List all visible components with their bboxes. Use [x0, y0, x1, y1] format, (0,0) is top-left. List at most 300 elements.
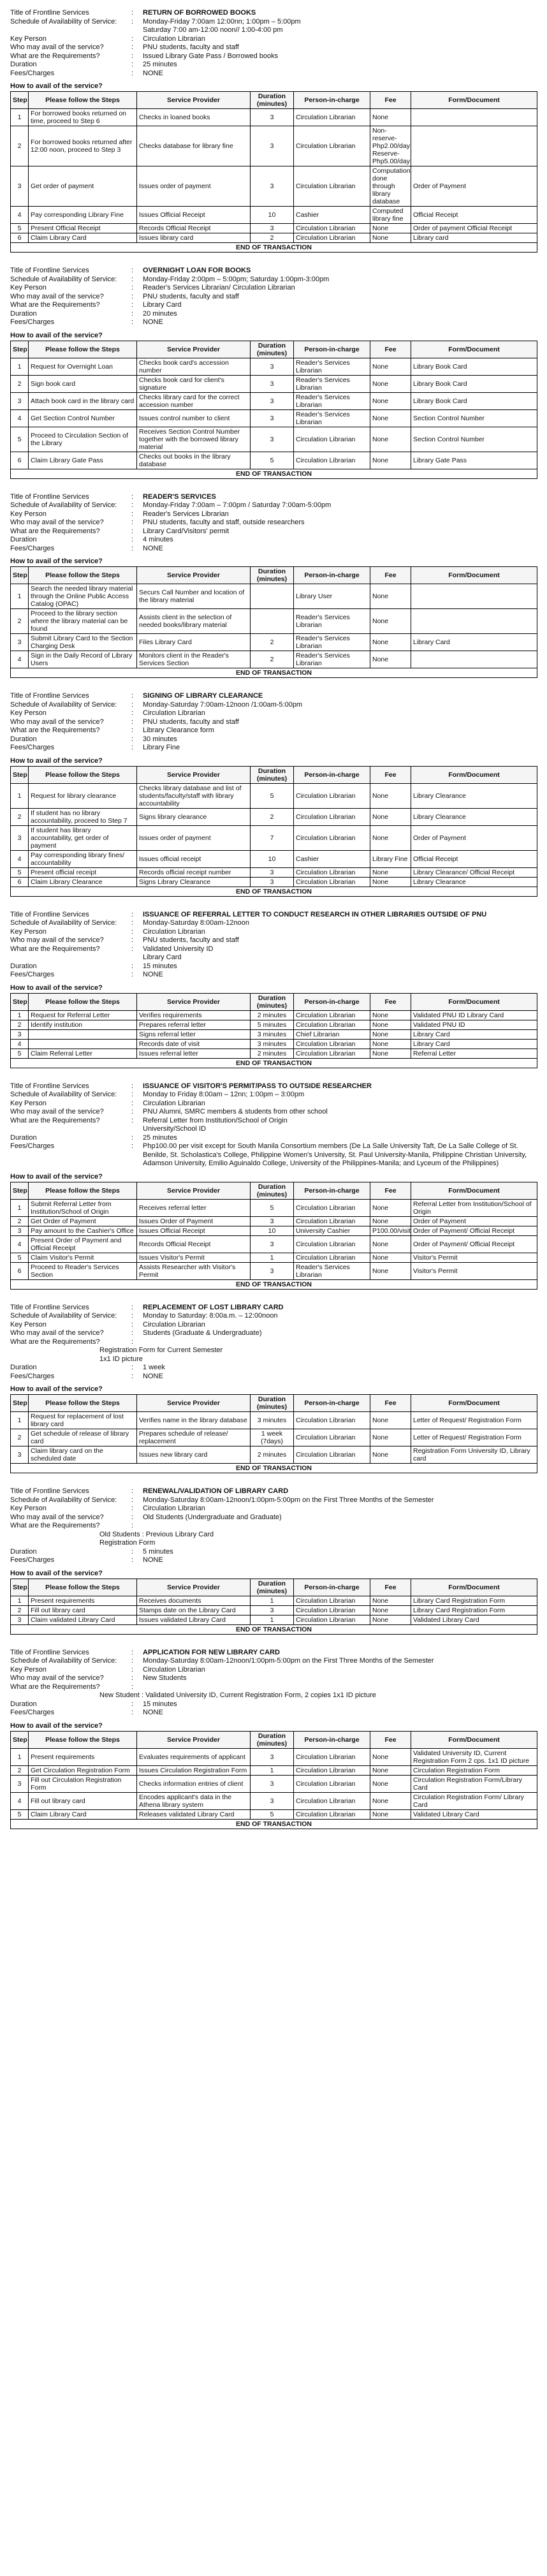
column-header: Service Provider: [137, 341, 251, 358]
table-row: [11, 233, 537, 243]
table-cell: Circulation Librarian: [294, 1605, 370, 1615]
table-row: [11, 584, 537, 609]
info-row: [10, 1522, 537, 1531]
table-cell: Checks library database and list of students/faculty/staff with library accountability: [137, 783, 251, 808]
table-cell: Get order of payment: [29, 166, 137, 207]
table-cell: 10: [251, 1226, 294, 1235]
info-row: [10, 510, 537, 519]
info-colon: :: [131, 52, 134, 60]
info-key: Duration: [10, 1364, 37, 1371]
table-cell: Records Official Receipt: [137, 1235, 251, 1253]
table-cell: 3: [251, 1605, 294, 1615]
info-value: READER'S SERVICES: [143, 492, 216, 501]
table-cell: None: [370, 1615, 411, 1624]
info-key: Title of Frontline Services: [10, 1303, 89, 1311]
table-row: [11, 1199, 537, 1216]
table-cell: Get Section Control Number: [29, 409, 137, 427]
column-header: Person-in-charge: [294, 993, 370, 1010]
table-cell: 5: [251, 452, 294, 469]
column-header: Fee: [370, 1395, 411, 1412]
table-cell: Circulation Librarian: [294, 1748, 370, 1765]
table-cell: Claim Library Card: [29, 1809, 137, 1819]
info-key: Who may avail of the service?: [10, 1674, 104, 1682]
table-cell: Claim Library Card: [29, 233, 137, 243]
column-header: Service Provider: [137, 92, 251, 109]
column-header: Service Provider: [137, 993, 251, 1010]
table-cell: None: [370, 1412, 411, 1429]
info-colon: :: [131, 1648, 134, 1656]
table-row: [11, 1596, 537, 1605]
info-value: Registration Form for Current Semester 1x1 ID picture: [99, 1346, 223, 1363]
table-row: [11, 1010, 537, 1020]
info-colon: :: [131, 718, 134, 726]
table-cell: None: [370, 651, 411, 668]
table-cell: 3: [251, 375, 294, 392]
table-cell: None: [370, 109, 411, 126]
table-cell: Library Card Registration Form: [411, 1605, 537, 1615]
table-cell: 3: [251, 427, 294, 452]
info-value: Reader's Services Librarian: [143, 510, 229, 518]
service-section: [10, 1649, 537, 1829]
info-colon: :: [131, 1142, 134, 1150]
table-cell: If student has no library accountability, proceed to Step 7: [29, 808, 137, 825]
table-cell: Library Book Card: [411, 375, 537, 392]
steps-table: [10, 766, 537, 897]
info-colon: :: [131, 1487, 134, 1495]
info-key: Fees/Charges: [10, 318, 55, 326]
table-cell: 1: [11, 584, 29, 609]
table-row: [11, 1029, 537, 1039]
table-cell: Pay corresponding library fines/ accountability: [29, 850, 137, 867]
info-row: [10, 1091, 537, 1100]
steps-table: [10, 341, 537, 479]
table-cell: Present Official Receipt: [29, 224, 137, 233]
info-value: Circulation Librarian: [143, 34, 205, 43]
info-colon: :: [131, 1091, 134, 1098]
table-cell: None: [370, 1809, 411, 1819]
table-cell: Stamps date on the Library Card: [137, 1605, 251, 1615]
table-cell: Library Gate Pass: [411, 452, 537, 469]
table-cell: For borrowed books returned after 12:00 noon, proceed to Step 3: [29, 126, 137, 166]
table-cell: Present requirements: [29, 1596, 137, 1605]
info-value: [143, 1683, 537, 1692]
info-row: [10, 1304, 537, 1313]
column-header: Duration (minutes): [251, 567, 294, 584]
table-cell: None: [370, 1253, 411, 1262]
table-cell: Reader's Services Librarian: [294, 651, 370, 668]
info-row: [10, 1496, 537, 1505]
table-cell: Letter of Request/ Registration Form: [411, 1429, 537, 1446]
column-header: Step: [11, 993, 29, 1010]
info-value: 1 week: [143, 1364, 165, 1371]
info-key: What are the Requirements?: [10, 726, 100, 734]
table-cell: Proceed to Reader's Services Section: [29, 1262, 137, 1279]
table-cell: Library card: [411, 233, 537, 243]
info-value: PNU students, faculty and staff: [143, 43, 239, 51]
info-colon: :: [131, 1700, 134, 1708]
table-cell: None: [370, 1216, 411, 1226]
table-cell: None: [370, 1596, 411, 1605]
steps-table: [10, 1579, 537, 1635]
info-row: [10, 519, 537, 527]
info-key: Key Person: [10, 1665, 47, 1674]
info-colon: :: [131, 1099, 134, 1107]
info-colon: :: [131, 9, 134, 17]
table-cell: Checks database for library fine: [137, 126, 251, 166]
table-cell: Circulation Registration Form/Library Card: [411, 1775, 537, 1792]
table-row: [11, 1765, 537, 1775]
table-cell: Encodes applicant's data in the Athena library system: [137, 1792, 251, 1809]
table-row: [11, 850, 537, 867]
table-cell: Circulation Librarian: [294, 1253, 370, 1262]
info-colon: :: [131, 1547, 134, 1556]
info-value: PNU students, faculty and staff: [143, 718, 239, 726]
column-header: Step: [11, 1579, 29, 1596]
end-of-transaction-row: [11, 887, 537, 896]
info-key: Fees/Charges: [10, 1709, 55, 1716]
table-row: [11, 1809, 537, 1819]
column-header: Person-in-charge: [294, 1182, 370, 1199]
table-cell: Reader's Services Librarian: [294, 358, 370, 375]
info-row: [10, 545, 537, 554]
steps-table: [10, 1394, 537, 1473]
table-row: [11, 1049, 537, 1058]
column-header: Duration (minutes): [251, 92, 294, 109]
column-header: Duration (minutes): [251, 993, 294, 1010]
info-colon: :: [131, 1303, 134, 1311]
column-header: Step: [11, 1731, 29, 1748]
column-header: Fee: [370, 993, 411, 1010]
info-value: NONE: [143, 69, 163, 77]
table-cell: None: [370, 1748, 411, 1765]
table-cell: Order of Payment: [411, 166, 537, 207]
info-colon: :: [131, 927, 134, 936]
table-cell: None: [370, 1262, 411, 1279]
table-cell: 3: [251, 1216, 294, 1226]
info-key: Who may avail of the service?: [10, 43, 104, 51]
info-row: [10, 284, 537, 293]
column-header: Person-in-charge: [294, 1395, 370, 1412]
table-cell: [251, 584, 294, 609]
table-cell: Records Official Receipt: [137, 224, 251, 233]
table-cell: 5: [11, 867, 29, 877]
info-row: [10, 43, 537, 52]
info-colon: :: [131, 292, 134, 300]
info-value: Library Fine: [143, 744, 180, 751]
info-colon: :: [131, 1312, 134, 1320]
table-cell: 3: [251, 1775, 294, 1792]
table-cell: 3: [11, 1029, 29, 1039]
table-row: [11, 224, 537, 233]
table-cell: Verifies requirements: [137, 1010, 251, 1020]
table-cell: 2: [251, 651, 294, 668]
table-row: [11, 1020, 537, 1029]
info-value: 25 minutes: [143, 61, 177, 68]
table-cell: Monitors client in the Reader's Services Section: [137, 651, 251, 668]
column-header: Person-in-charge: [294, 1579, 370, 1596]
info-row: [10, 1513, 537, 1522]
info-row: [10, 1691, 537, 1700]
info-value: Monday-Friday 7:00am 12:00nn; 1:00pm – 5:00pm Saturday 7:00 am-12:00 noon// 1:00-4:00 pm: [143, 17, 301, 34]
info-colon: :: [131, 1505, 134, 1512]
info-key: Key Person: [10, 1505, 47, 1512]
info-row: [10, 1329, 537, 1338]
info-value: Circulation Librarian: [143, 709, 205, 717]
info-value: REPLACEMENT OF LOST LIBRARY CARD: [143, 1303, 284, 1311]
end-of-transaction-label: END OF TRANSACTION: [11, 887, 537, 896]
info-value: 20 minutes: [143, 309, 177, 318]
table-cell: Circulation Librarian: [294, 109, 370, 126]
table-cell: Library Card: [411, 634, 537, 651]
info-key: What are the Requirements?: [10, 527, 100, 535]
table-cell: Issues new library card: [137, 1446, 251, 1464]
table-cell: None: [370, 609, 411, 634]
table-cell: 2: [11, 1429, 29, 1446]
table-cell: Circulation Librarian: [294, 1792, 370, 1809]
table-cell: 5: [11, 427, 29, 452]
column-header: Please follow the Steps: [29, 993, 137, 1010]
info-value: NONE: [143, 1556, 163, 1564]
info-value: Reader's Services Librarian/ Circulation Librarian: [143, 284, 295, 291]
table-cell: Validated PNU ID: [411, 1020, 537, 1029]
info-row: [10, 276, 537, 284]
table-cell: Receives referral letter: [137, 1199, 251, 1216]
table-cell: Claim Referral Letter: [29, 1049, 137, 1058]
table-cell: Present Order of Payment and Official Receipt: [29, 1235, 137, 1253]
table-cell: 2: [11, 609, 29, 634]
info-value: Monday-Saturday 8:00am-12noon/1:00pm-5:00pm on the First Three Months of the Semester: [143, 1657, 434, 1665]
table-cell: None: [370, 375, 411, 392]
info-value: 4 minutes: [143, 536, 173, 543]
end-of-transaction-row: [11, 668, 537, 678]
info-value: Monday-Saturday 8:00am-12noon/1:00pm-5:00pm on the First Three Months of the Semester: [143, 1496, 434, 1504]
info-row: [10, 18, 537, 35]
table-cell: Request for library clearance: [29, 783, 137, 808]
column-header: Duration (minutes): [251, 1579, 294, 1596]
info-colon: :: [131, 536, 134, 543]
table-row: [11, 375, 537, 392]
column-header: Form/Document: [411, 341, 537, 358]
info-colon: :: [131, 301, 134, 309]
table-cell: 1: [11, 1010, 29, 1020]
column-header: Fee: [370, 341, 411, 358]
column-header: Person-in-charge: [294, 341, 370, 358]
info-key: Schedule of Availability of Service:: [10, 275, 117, 283]
table-cell: Attach book card in the library card: [29, 392, 137, 409]
table-cell: Signs library clearance: [137, 808, 251, 825]
info-value: 15 minutes: [143, 962, 177, 970]
end-of-transaction-label: END OF TRANSACTION: [11, 469, 537, 478]
info-colon: :: [131, 744, 134, 751]
table-cell: 3: [251, 358, 294, 375]
column-header: Step: [11, 1395, 29, 1412]
column-header: Duration (minutes): [251, 766, 294, 783]
info-row: [10, 744, 537, 753]
info-key: Schedule of Availability of Service:: [10, 919, 117, 927]
table-cell: Issues Visitor's Permit: [137, 1253, 251, 1262]
info-row: [10, 1649, 537, 1658]
table-cell: Proceed to Circulation Section of the Library: [29, 427, 137, 452]
end-of-transaction-row: [11, 469, 537, 478]
table-cell: Circulation Librarian: [294, 1216, 370, 1226]
table-cell: Records date of visit: [137, 1039, 251, 1049]
end-of-transaction-label: END OF TRANSACTION: [11, 1819, 537, 1829]
table-cell: Order of payment Official Receipt: [411, 224, 537, 233]
steps-table: [10, 993, 537, 1068]
info-value: Validated University ID Library Card: [143, 945, 214, 961]
table-cell: Circulation Librarian: [294, 1765, 370, 1775]
table-cell: None: [370, 584, 411, 609]
table-cell: [411, 651, 537, 668]
table-cell: Checks book card's accession number: [137, 358, 251, 375]
info-key: Duration: [10, 1700, 37, 1708]
info-key: Who may avail of the service?: [10, 1329, 104, 1337]
table-cell: Checks library card for the correct accession number: [137, 392, 251, 409]
table-cell: 4: [11, 1792, 29, 1809]
info-value: APPLICATION FOR NEW LIBRARY CARD: [143, 1648, 280, 1656]
info-colon: :: [131, 919, 134, 927]
info-colon: :: [131, 309, 134, 318]
table-cell: None: [370, 634, 411, 651]
table-cell: 2 minutes: [251, 1049, 294, 1058]
table-cell: Library Book Card: [411, 358, 537, 375]
table-cell: Referral Letter: [411, 1049, 537, 1058]
table-cell: 1 week (7days): [251, 1429, 294, 1446]
table-cell: Get Circulation Registration Form: [29, 1765, 137, 1775]
info-row: [10, 1312, 537, 1321]
how-to-avail-heading: How to avail of the service?: [10, 983, 103, 992]
table-cell: None: [370, 427, 411, 452]
info-row: [10, 1700, 537, 1709]
table-cell: 5: [11, 1253, 29, 1262]
info-colon: :: [131, 544, 134, 552]
table-header-row: [11, 1182, 537, 1199]
table-cell: Reader's Services Librarian: [294, 1262, 370, 1279]
how-to-avail-heading: How to avail of the service?: [10, 1569, 103, 1577]
table-cell: Official Receipt: [411, 850, 537, 867]
info-colon: :: [131, 1496, 134, 1504]
table-cell: 3: [251, 392, 294, 409]
table-cell: Reader's Services Librarian: [294, 409, 370, 427]
info-key: Duration: [10, 1133, 37, 1142]
table-cell: Releases validated Library Card: [137, 1809, 251, 1819]
info-colon: :: [131, 1116, 134, 1124]
info-value: ISSUANCE OF VISITOR'S PERMIT/PASS TO OUTSIDE RESEARCHER: [143, 1082, 372, 1090]
info-colon: :: [131, 910, 134, 918]
table-cell: Present official receipt: [29, 867, 137, 877]
info-value: New Students: [143, 1674, 187, 1682]
column-header: Person-in-charge: [294, 92, 370, 109]
info-value: Issued Library Gate Pass / Borrowed books: [143, 52, 279, 60]
info-row: [10, 1487, 537, 1496]
column-header: Step: [11, 92, 29, 109]
service-section: [10, 1082, 537, 1290]
table-cell: Request for Referral Letter: [29, 1010, 137, 1020]
column-header: Please follow the Steps: [29, 1731, 137, 1748]
table-cell: 2 minutes: [251, 1010, 294, 1020]
info-colon: :: [131, 1133, 134, 1142]
table-cell: Circulation Librarian: [294, 1199, 370, 1216]
table-cell: Circulation Librarian: [294, 1775, 370, 1792]
info-key: Fees/Charges: [10, 1142, 55, 1150]
info-colon: :: [131, 1337, 134, 1346]
table-cell: 6: [11, 877, 29, 887]
table-cell: 3 minutes: [251, 1412, 294, 1429]
table-cell: Non-reserve-Php2.00/day Reserve-Php5.00/day: [370, 126, 411, 166]
info-row: [10, 293, 537, 302]
table-cell: Issues validated Library Card: [137, 1615, 251, 1624]
info-colon: :: [131, 726, 134, 734]
table-row: [11, 609, 537, 634]
info-value: NONE: [143, 971, 163, 978]
table-cell: Submit Referral Letter from Institution/School of Origin: [29, 1199, 137, 1216]
table-cell: Circulation Registration Form: [411, 1765, 537, 1775]
table-cell: 2: [11, 1020, 29, 1029]
column-header: Form/Document: [411, 993, 537, 1010]
info-row: [10, 1556, 537, 1565]
table-cell: Circulation Registration Form/ Library Card: [411, 1792, 537, 1809]
table-cell: None: [370, 867, 411, 877]
info-key: Schedule of Availability of Service:: [10, 700, 117, 709]
table-row: [11, 1615, 537, 1624]
table-cell: None: [370, 1010, 411, 1020]
table-row: [11, 634, 537, 651]
table-cell: 1: [11, 783, 29, 808]
table-row: [11, 1748, 537, 1765]
info-row: [10, 1548, 537, 1557]
table-cell: 3: [11, 825, 29, 850]
info-key: Key Person: [10, 1320, 47, 1328]
info-colon: :: [131, 1364, 134, 1371]
table-cell: 5 minutes: [251, 1020, 294, 1029]
info-colon: :: [131, 692, 134, 700]
info-row: [10, 1505, 537, 1513]
table-cell: 1: [251, 1596, 294, 1605]
info-value: Monday-Friday 2:00pm – 5:00pm; Saturday 1:00pm-3:00pm: [143, 275, 330, 283]
column-header: Fee: [370, 567, 411, 584]
table-cell: Claim library card on the scheduled date: [29, 1446, 137, 1464]
table-row: [11, 1235, 537, 1253]
info-colon: :: [131, 945, 134, 953]
table-cell: Checks out books in the library database: [137, 452, 251, 469]
table-cell: Reader's Services Librarian: [294, 392, 370, 409]
table-cell: 3 minutes: [251, 1039, 294, 1049]
table-cell: Circulation Librarian: [294, 1615, 370, 1624]
table-row: [11, 1262, 537, 1279]
info-value: SIGNING OF LIBRARY CLEARANCE: [143, 692, 263, 700]
table-cell: 2: [11, 1605, 29, 1615]
table-header-row: [11, 1731, 537, 1748]
table-cell: Circulation Librarian: [294, 867, 370, 877]
info-key: Title of Frontline Services: [10, 492, 89, 501]
table-row: [11, 1605, 537, 1615]
table-cell: Issues official receipt: [137, 850, 251, 867]
info-colon: :: [131, 709, 134, 717]
table-cell: None: [370, 1429, 411, 1446]
info-value: RETURN OF BORROWED BOOKS: [143, 9, 256, 17]
info-colon: :: [131, 318, 134, 326]
table-cell: Fill out Circulation Registration Form: [29, 1775, 137, 1792]
info-key: Schedule of Availability of Service:: [10, 17, 117, 26]
table-cell: If student has library accountability, get order of payment: [29, 825, 137, 850]
column-header: Please follow the Steps: [29, 1395, 137, 1412]
info-key: [10, 1691, 55, 1700]
table-cell: Validated Library Card: [411, 1809, 537, 1819]
table-cell: None: [370, 1765, 411, 1775]
info-key: Schedule of Availability of Service:: [10, 501, 117, 509]
info-colon: :: [131, 69, 134, 77]
column-header: Service Provider: [137, 1731, 251, 1748]
